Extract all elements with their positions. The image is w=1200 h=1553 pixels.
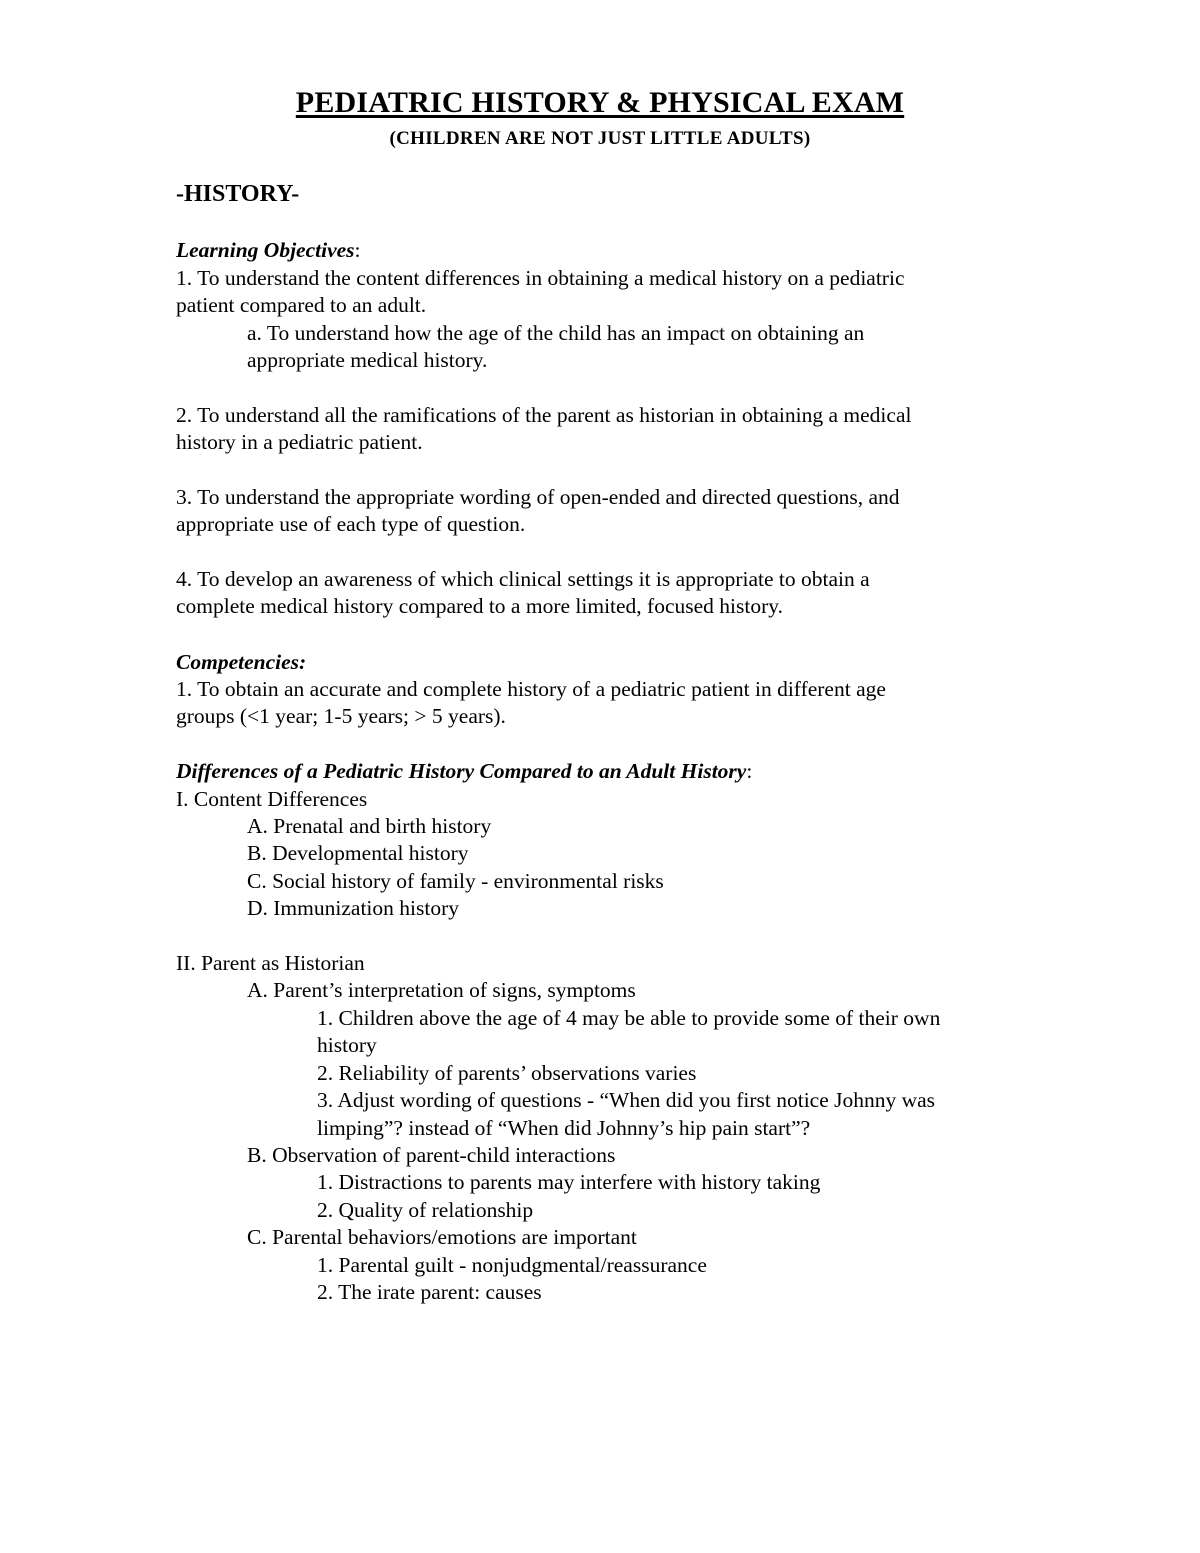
document-title: PEDIATRIC HISTORY & PHYSICAL EXAM (295, 86, 905, 119)
outline-line: D. Immunization history (247, 896, 459, 920)
outline-line: II. Parent as Historian (176, 951, 365, 975)
document-subtitle: (CHILDREN ARE NOT JUST LITTLE ADULTS) (389, 128, 811, 149)
competency-line: groups (<1 year; 1-5 years; > 5 years). (176, 704, 506, 728)
outline-line: I. Content Differences (176, 787, 368, 811)
section-heading-history: -HISTORY- (176, 181, 300, 207)
competency-line: 1. To obtain an accurate and complete history of a pediatric patient in different age (176, 677, 886, 701)
outline-line: B. Developmental history (247, 841, 469, 865)
differences-heading-colon: : (746, 759, 753, 783)
objective-line: a. To understand how the age of the child has an impact on obtaining an (247, 321, 865, 345)
outline-line: 2. The irate parent: causes (317, 1280, 542, 1304)
outline-line: B. Observation of parent-child interactions (247, 1143, 616, 1167)
differences-heading (176, 758, 752, 785)
objective-line: 3. To understand the appropriate wording of open-ended and directed questions, and (176, 485, 900, 509)
competencies-heading: Competencies: (176, 650, 307, 674)
outline-line: 1. Children above the age of 4 may be able to provide some of their own (317, 1006, 941, 1030)
learning-objectives-heading-text: Learning Objectives (176, 238, 355, 262)
outline-line: A. Parent’s interpretation of signs, symptoms (247, 978, 636, 1002)
outline-line: history (317, 1033, 377, 1057)
objective-line: appropriate use of each type of question. (176, 512, 526, 536)
learning-objectives-heading-colon: : (354, 238, 361, 262)
objective-line: 1. To understand the content differences in obtaining a medical history on a pediatric (176, 266, 905, 290)
differences-heading-text: Differences of a Pediatric History Compared to an Adult History (176, 759, 747, 783)
outline-line: limping”? instead of “When did Johnny’s hip pain start”? (317, 1116, 811, 1140)
outline-line: C. Parental behaviors/emotions are important (247, 1225, 637, 1249)
objective-line: history in a pediatric patient. (176, 430, 423, 454)
learning-objectives-heading (176, 237, 361, 264)
outline-line: A. Prenatal and birth history (247, 814, 492, 838)
objective-line: appropriate medical history. (247, 348, 488, 372)
outline-line: 3. Adjust wording of questions - “When did you first notice Johnny was (317, 1088, 936, 1112)
objective-line: patient compared to an adult. (176, 293, 427, 317)
objective-line: complete medical history compared to a more limited, focused history. (176, 594, 783, 618)
outline-line: 2. Reliability of parents’ observations varies (317, 1061, 697, 1085)
objective-line: 4. To develop an awareness of which clinical settings it is appropriate to obtain a (176, 567, 870, 591)
objective-line: 2. To understand all the ramifications of the parent as historian in obtaining a medical (176, 403, 912, 427)
outline-line: C. Social history of family - environmental risks (247, 869, 664, 893)
outline-line: 1. Distractions to parents may interfere with history taking (317, 1170, 821, 1194)
outline-line: 1. Parental guilt - nonjudgmental/reassurance (317, 1253, 707, 1277)
outline-line: 2. Quality of relationship (317, 1198, 534, 1222)
